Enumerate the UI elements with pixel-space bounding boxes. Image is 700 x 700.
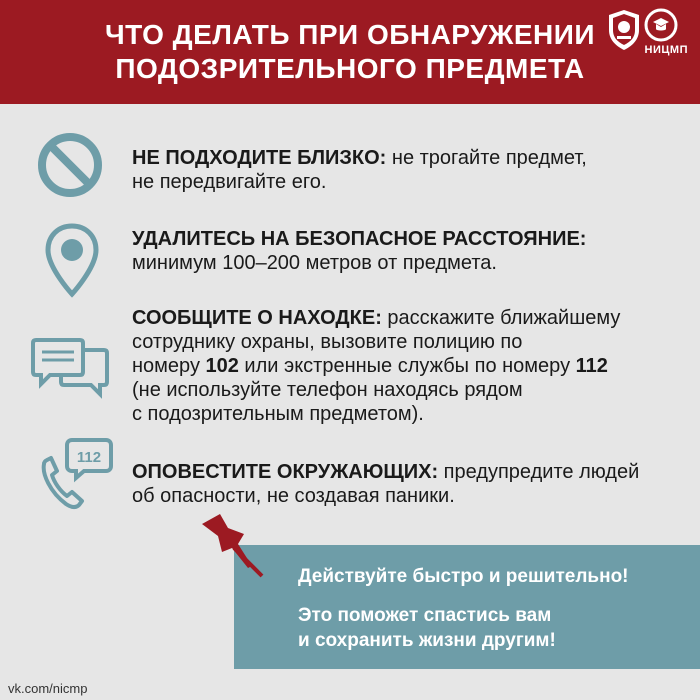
push-pin-icon bbox=[198, 510, 268, 580]
logos bbox=[604, 6, 690, 58]
instruction-heading-1: НЕ ПОДХОДИТЕ БЛИЗКО: bbox=[132, 147, 387, 169]
phone-112-icon-label: 112 bbox=[76, 449, 102, 466]
logo-text: НИЦМП bbox=[644, 44, 688, 56]
instruction-heading-4: ОПОВЕСТИТЕ ОКРУЖАЮЩИХ: bbox=[132, 461, 439, 483]
header-banner bbox=[0, 0, 700, 104]
instruction-text-1: НЕ ПОДХОДИТЕ БЛИЗКО: не трогайте предмет, не передвигайте его. bbox=[132, 147, 587, 193]
location-pin-icon bbox=[42, 222, 102, 302]
instruction-item-2 bbox=[0, 220, 700, 300]
instruction-text-4: ОПОВЕСТИТЕ ОКРУЖАЮЩИХ: предупредите людей об опасности, не создавая паники. bbox=[132, 461, 640, 507]
title-line-2: ПОДОЗРИТЕЛЬНОГО ПРЕДМЕТА bbox=[115, 53, 585, 84]
instruction-text-2: УДАЛИТЕСЬ НА БЕЗОПАСНОЕ РАССТОЯНИЕ: минимум 100–200 метров от предмета. bbox=[132, 228, 587, 274]
police-number: 102 bbox=[205, 355, 239, 377]
emblem-icon bbox=[606, 8, 642, 52]
page-title bbox=[0, 18, 700, 86]
instruction-item-1 bbox=[0, 128, 700, 198]
callout-box bbox=[234, 545, 700, 669]
prohibited-icon bbox=[35, 130, 105, 200]
callout-line-2: Это поможет спастись вам и сохранить жизни другим! bbox=[298, 605, 556, 651]
instruction-item-4 bbox=[0, 430, 700, 510]
instruction-heading-2: УДАЛИТЕСЬ НА БЕЗОПАСНОЕ РАССТОЯНИЕ: bbox=[132, 228, 587, 250]
footer-link[interactable]: vk.com/nicmp bbox=[8, 681, 88, 696]
title-line-1: ЧТО ДЕЛАТЬ ПРИ ОБНАРУЖЕНИИ bbox=[105, 19, 595, 50]
callout-line-1: Действуйте быстро и решительно! bbox=[298, 566, 629, 587]
emergency-number: 112 bbox=[575, 355, 608, 377]
instruction-item-3 bbox=[0, 300, 700, 430]
nicmp-logo-icon bbox=[644, 8, 678, 42]
chat-bubbles-icon bbox=[30, 336, 110, 406]
phone-112-icon bbox=[36, 434, 116, 514]
instruction-text-3: СООБЩИТЕ О НАХОДКЕ: расскажите ближайшему сотруднику охраны, вызовите полицию по номеру 102 или экстренные службы по номеру 112 (не используйте телефон находясь рядом с подозрительным предметом). bbox=[132, 307, 621, 425]
instruction-heading-3: СООБЩИТЕ О НАХОДКЕ: bbox=[132, 307, 382, 329]
